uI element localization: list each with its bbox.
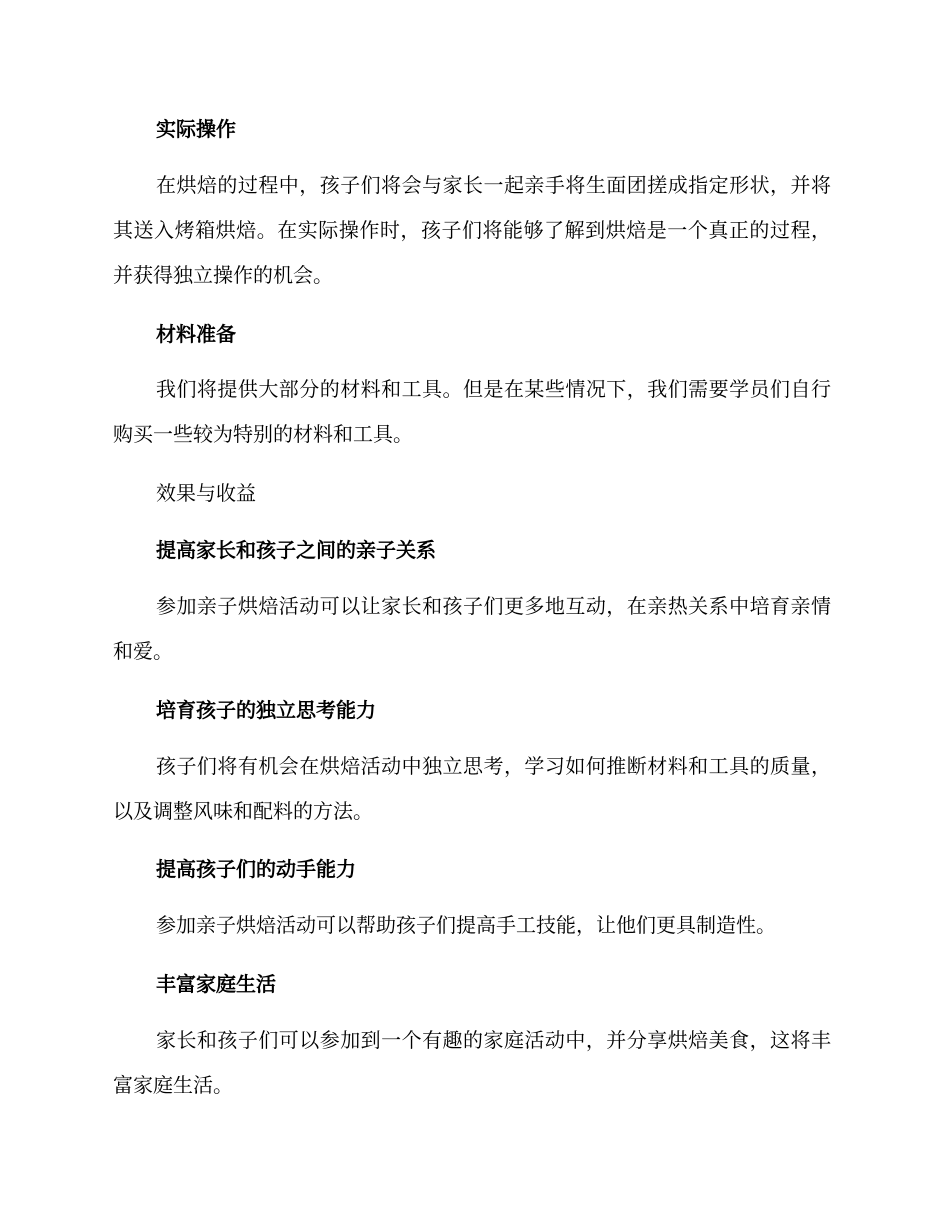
- section-heading-effects: 效果与收益: [156, 481, 256, 505]
- section-body-practice: 在烘焙的过程中，孩子们将会与家长一起亲手将生面团搓成指定形状，并将其送入烤箱烘焙。在实际操作时，孩子们将能够了解到烘焙是一个真正的过程，并获得独立操作的机会。: [113, 173, 831, 287]
- section-body-family-life: 家长和孩子们可以参加到一个有趣的家庭活动中，并分享烘焙美食，这将丰富家庭生活。: [113, 1028, 831, 1097]
- section-heading-parent-child: 提高家长和孩子之间的亲子关系: [156, 538, 436, 562]
- section-body-materials: 我们将提供大部分的材料和工具。但是在某些情况下，我们需要学员们自行购买一些较为特别的材料和工具。: [113, 377, 831, 446]
- section-heading-family-life: 丰富家庭生活: [156, 972, 276, 996]
- section-heading-materials: 材料准备: [156, 322, 236, 346]
- section-body-parent-child: 参加亲子烘焙活动可以让家长和孩子们更多地互动，在亲热关系中培育亲情和爱。: [113, 594, 831, 663]
- section-heading-hands-on: 提高孩子们的动手能力: [156, 857, 356, 881]
- section-heading-practice: 实际操作: [156, 117, 236, 141]
- section-body-independent-thinking: 孩子们将有机会在烘焙活动中独立思考，学习如何推断材料和工具的质量，以及调整风味和配料的方法。: [113, 754, 831, 823]
- section-heading-independent-thinking: 培育孩子的独立思考能力: [156, 698, 376, 722]
- section-body-hands-on: 参加亲子烘焙活动可以帮助孩子们提高手工技能，让他们更具制造性。: [156, 913, 776, 937]
